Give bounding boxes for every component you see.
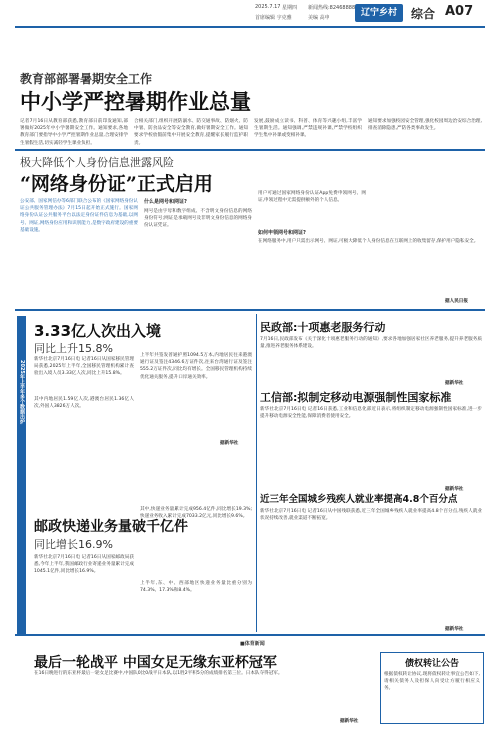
article1-col3: 发展,鼓励成立读书、科普、体育等兴趣小组,丰富学生暑期生活。通知强调,严禁违规补课,严禁学校组织学生集中补课或变相补课。: [254, 119, 362, 139]
article5-body: 7月16日,民政部发布《关于深化十项惠老服务行动的通知》,要求各地加强居家社区养老服务,提升养老服务质量,推进养老服务体系建设。: [260, 337, 482, 350]
separator-3: [15, 634, 485, 636]
article4-col2: 其中,快递业务量累计完成956.4亿件,同比增长19.3%;快递业务收入累计完成7033.2亿元,同比增长9.6%。: [140, 507, 252, 520]
sidebar-strip: [17, 316, 26, 636]
notice-box: [380, 652, 484, 724]
article3-col2: 上半年共签发普通护照1094.5万本,内地居民往来港澳通行证及签注4346.6万证件次,往来台湾通行证及签注555.2万证件次,同比均有增长。全国移民管理机构持续优化通关服务,提升口岸通关效率。: [140, 353, 252, 380]
section-name: 综合: [411, 7, 436, 21]
article7-source: 据新华社: [445, 627, 464, 632]
page-number: A07: [445, 4, 474, 19]
paper-logo-text: 辽宁乡村: [360, 8, 397, 18]
article6-body: 新华社北京7月16日电 记者16日获悉,工业和信息化部近日表示,将组织制定移动电源强制性国家标准,进一步提升移动电源安全性能,保障消费者使用安全。: [260, 407, 482, 420]
article2-headline: “网络身份证”正式启用: [20, 173, 213, 195]
article1-col2: 合相关部门,组织开展防溺水、防交通事故、防烟火、防中暑、防食品安全等安全教育,做好暑期安全工作。通知要求学校放假前集中开展安全教育,提醒家长履行监护职责。: [134, 119, 248, 146]
masthead-date: 2025.7.17: [255, 4, 281, 10]
article2-kicker: 极大降低个人身份信息泄露风险: [20, 156, 174, 169]
article1-headline: 中小学严控暑期作业总量: [20, 89, 251, 114]
masthead-weekday: 星期四: [282, 5, 298, 11]
separator-1: [15, 149, 485, 151]
article8-source: 据新华社: [340, 719, 359, 724]
sidebar-label: 2025年上半年多个数据出炉: [19, 360, 25, 424]
article3-source: 据新华社: [220, 441, 239, 446]
vertical-divider: [256, 314, 257, 632]
masthead: [0, 0, 500, 40]
article8-category: ■体育新闻: [240, 641, 265, 647]
article1-kicker: 教育部部署暑期安全工作: [20, 72, 153, 86]
separator-2: [15, 309, 485, 311]
article3-subhead: 同比上升15.8%: [34, 342, 113, 355]
masthead-rule: [15, 26, 485, 28]
masthead-hotline: 新闻热线:82468888: [308, 5, 356, 11]
article7-headline: 近三年全国城乡残疾人就业率提高4.8个百分点: [260, 494, 458, 505]
article6-source: 据新华社: [445, 487, 464, 492]
article3-dateline: 新华社北京7月16日电 记者16日从国家移民管理局获悉,2025年上半年,全国移民管理机构累计查验出入境人员3.33亿人次,同比上升15.8%。: [34, 357, 134, 377]
article3-col1: 其中内地居民1.59亿人次,港澳台居民1.36亿人次,外国人3826万人次。: [34, 397, 134, 410]
article4-col3: 上半年,东、中、西部地区快递业务量比重分别为74.3%、17.3%和8.4%。: [140, 581, 252, 594]
article5-headline: 民政部:十项惠老服务行动: [260, 321, 386, 334]
article2-source: 据人民日报: [445, 299, 468, 304]
masthead-editor-2: 美编 高申: [308, 15, 330, 21]
paper-logo: [355, 4, 403, 22]
notice-body: 根据债权转让协议,现将债权转让事宜公告如下,请相关债务人及担保人向受让方履行相应义务。: [384, 672, 480, 692]
article4-col1: 新华社北京7月16日电 记者16日从国家邮政局获悉,今年上半年,我国邮政行业寄递业务量累计完成1045.1亿件,同比增长16.9%。: [34, 555, 134, 575]
article4-headline: 邮政快递业务量破千亿件: [34, 519, 188, 535]
article8-headline: 最后一轮战平 中国女足无缘东亚杯冠军: [34, 655, 277, 671]
article8-body: 在16日晚进行的东亚杯最后一轮女足比赛中,中国队0比0战平日本队,以1胜2平积5分的成绩排名第三位。日本队夺得冠军。: [34, 671, 283, 676]
notice-title: 债权转让公告: [404, 659, 459, 669]
article6-headline: 工信部:拟制定移动电源强制性国家标准: [260, 391, 452, 404]
article2-q2: 如何申领网号和网证?: [258, 230, 306, 236]
article5-source: 据新华社: [445, 381, 464, 386]
article3-headline: 3.33亿人次出入境: [34, 322, 162, 340]
article4-subhead: 同比增长16.9%: [34, 538, 113, 551]
article2-col3: 用户可通过国家网络身份认证App免费申领网号、网证,申领过程中无需提供额外的个人信息。: [258, 191, 366, 204]
article2-col2: 网号是由字母和数字组成、不含明文身份信息的网络身份符号;网证是承载网号及非明文身份信息的网络身份认证凭证。: [144, 209, 252, 229]
article1-col4: 通知要求加强校园安全管理,强化校园周边治安综合治理,排查消除隐患,严防各类事故发生。: [368, 119, 482, 132]
masthead-editor-1: 首席编辑 宇克雅: [255, 15, 292, 21]
article2-col4: 在网络服务中,用户只需出示网号、网证,可极大降低个人身份信息在互联网上的收集留存,保护用户隐私安全。: [258, 239, 479, 244]
article2-q1: 什么是网号和网证?: [144, 199, 187, 205]
article7-body: 新华社北京7月16日电 记者16日从中国残联获悉,近三年全国城乡残疾人就业率提高4.8个百分点,残疾人就业状况持续改善,就业渠道不断拓宽。: [260, 509, 482, 522]
article2-lead: 公安部、国家网信办等6部门联合公布的《国家网络身份认证公共服务管理办法》7月15日起开始正式施行。国家网络身份认证公共服务平台以法定身份证件信息为基础,以网号、网证,网络身份应用和识别能力,是数字政府建设的重要基础设施。: [20, 199, 138, 233]
article1-lead: 记者7月16日从教育部获悉,教育部日前印发通知,部署做好2025年中小学暑期安全工作。通知要求,各地教育部门要指导中小学严控暑期作业总量,合理安排学生暑假生活,切实减轻学生课业负担。: [20, 119, 128, 146]
